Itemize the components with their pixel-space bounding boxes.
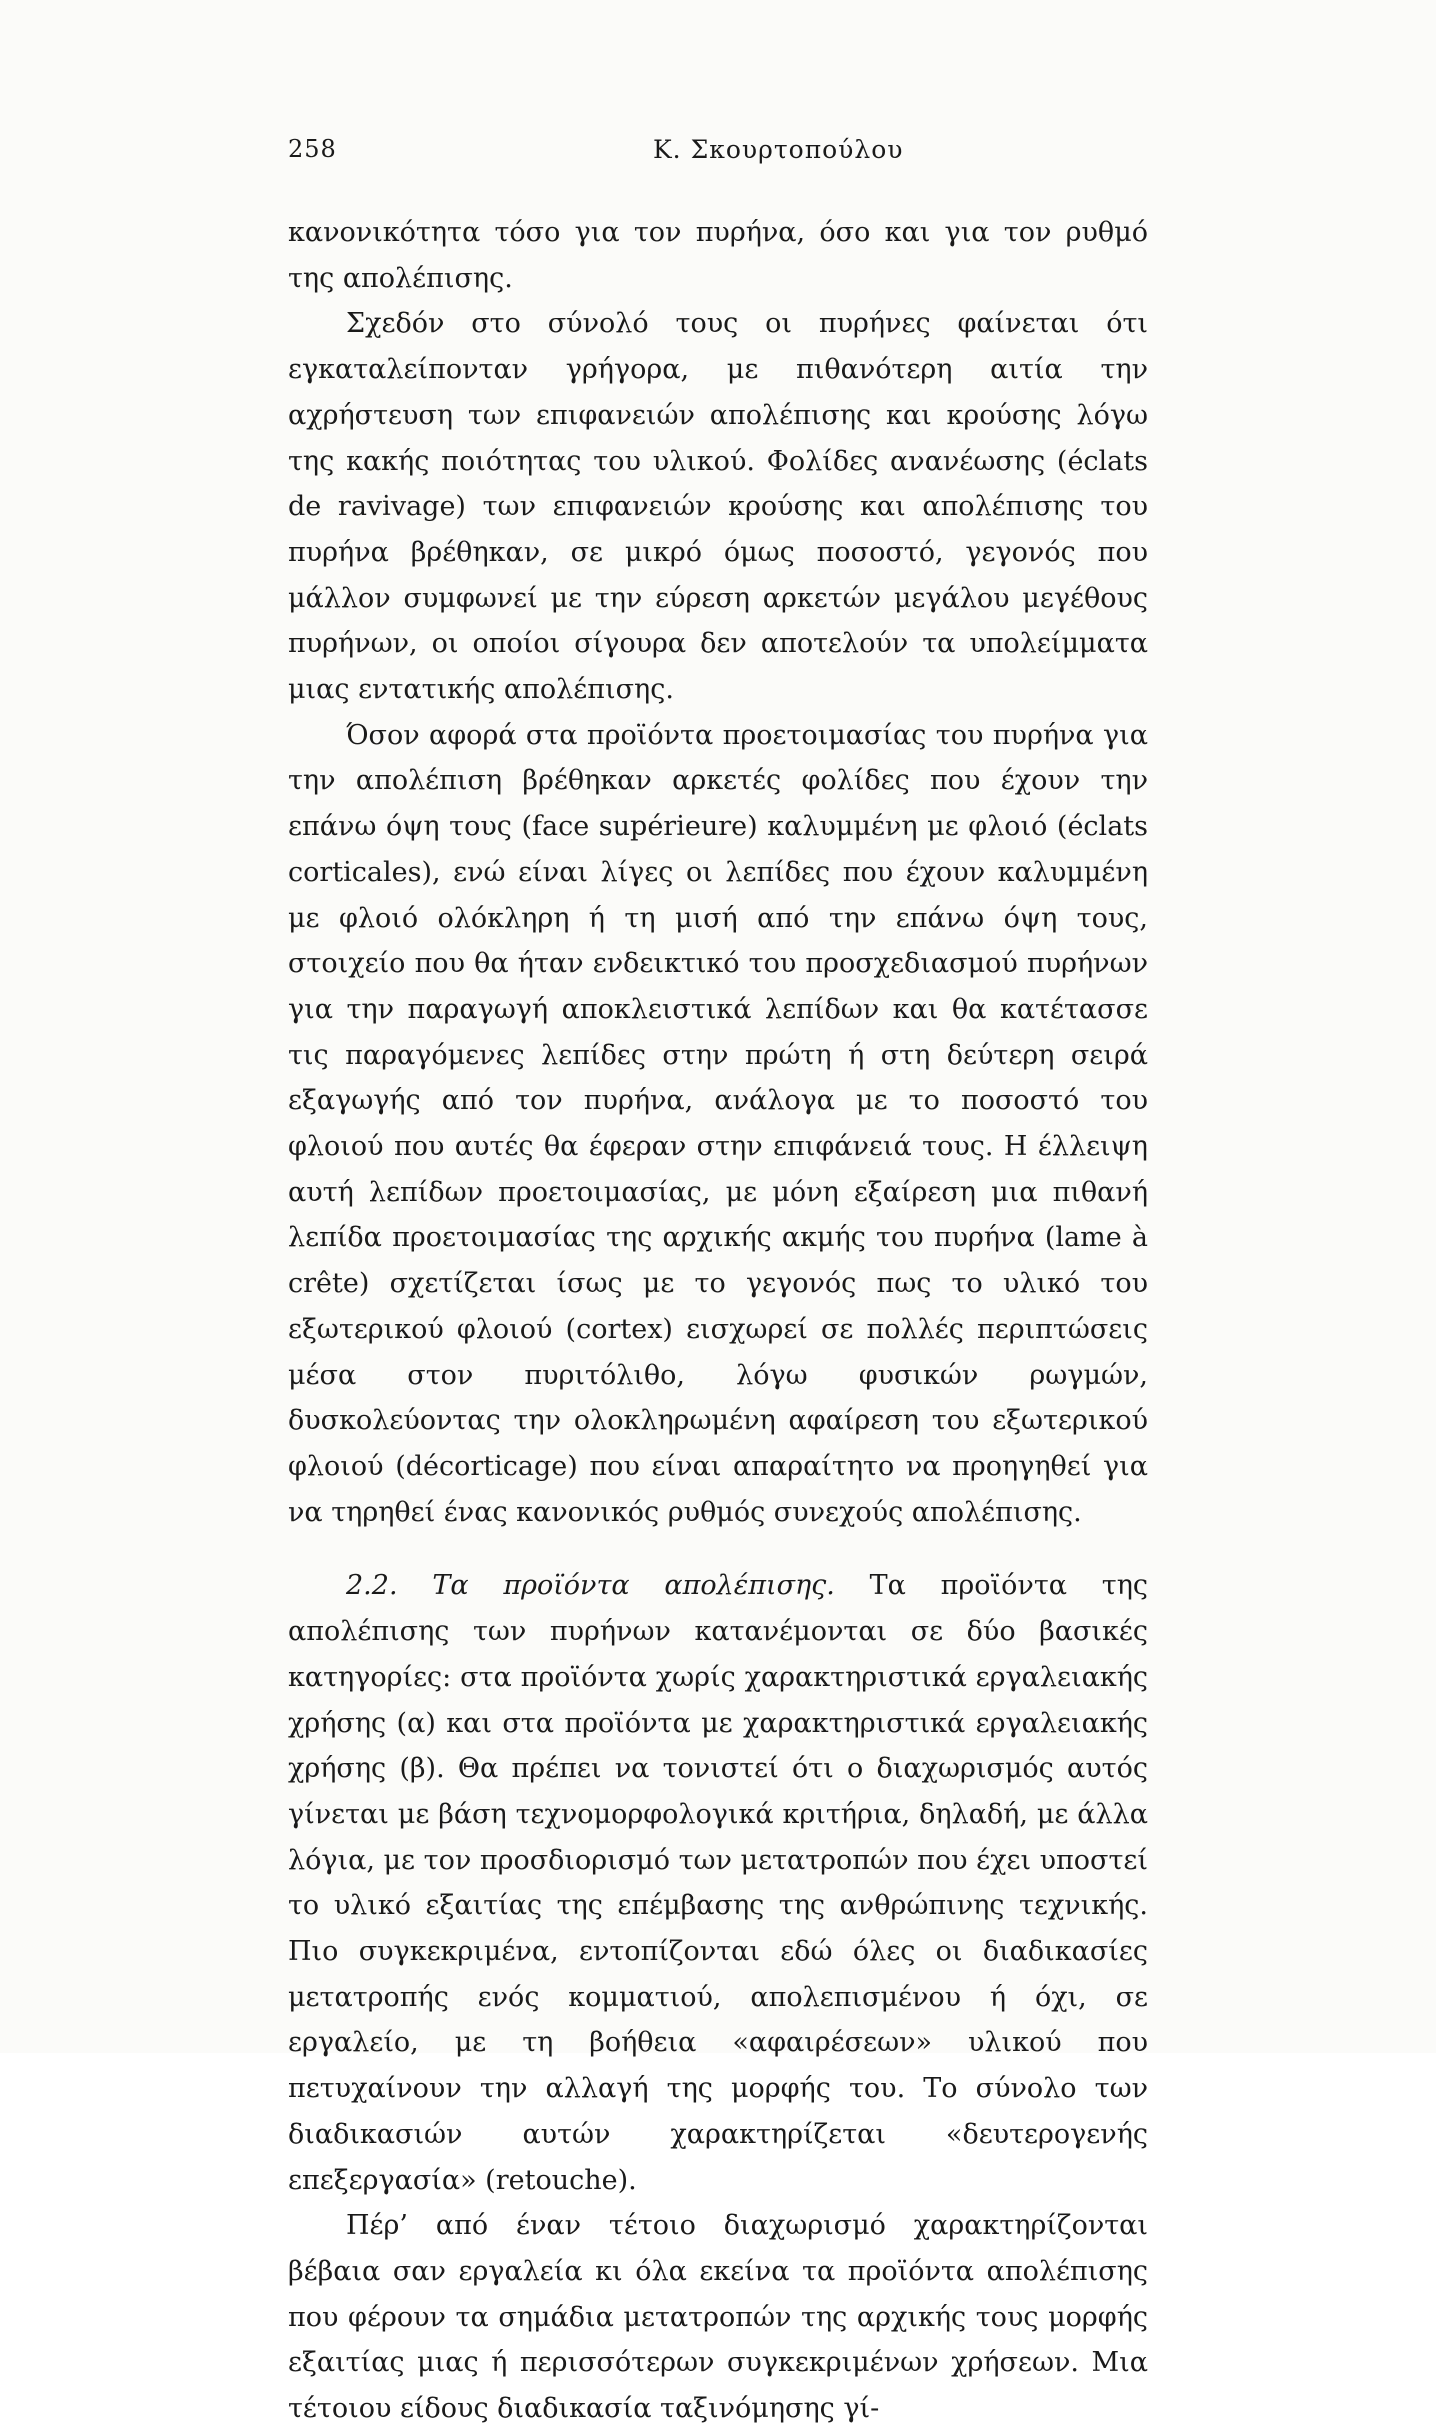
- paragraph-core-abandonment: Σχεδόν στο σύνολό τους οι πυρήνες φαίνεται ότι εγκαταλείπονταν γρήγορα, με πιθανότερη αιτία την αχρήστευση των επιφανειών απολέπισης και κρούσης λόγω της κακής ποιότητας του υλικού. Φολίδες ανανέωσης (éclats de ravivage) των επιφανειών κρούσης και απολέπισης του πυρήνα βρέθηκαν, σε μικρό όμως ποσοστό, γεγονός που μάλλον συμφωνεί με την εύρεση αρκετών μεγάλου μεγέθους πυρήνων, οι οποίοι σίγουρα δεν αποτελούν τα υπολείμματα μιας εντατικής απολέπισης.: [288, 308, 1148, 706]
- paragraph-tool-classification: Πέρ’ από έναν τέτοιο διαχωρισμό χαρακτηρίζονται βέβαια σαν εργαλεία κι όλα εκείνα τα προϊόντα απολέπισης που φέρουν τα σημάδια μετατροπών της αρχικής τους μορφής εξαιτίας μιας ή περισσότερων συγκεκριμένων χρήσεων. Μια τέτοιου είδους διαδικασία ταξινόμησης γί-: [288, 2210, 1148, 2425]
- section-2-2-text: Τα προϊόντα της απολέπισης των πυρήνων κατανέμονται σε δύο βασικές κατηγορίες: στα προϊόντα χωρίς χαρακτηριστικά εργαλειακής χρήσης (α) και στα προϊόντα με χαρακτηριστικά εργαλειακής χρήσης (β). Θα πρέπει να τονιστεί ότι ο διαχωρισμός αυτός γίνεται με βάση τεχνομορφολογικά κριτήρια, δηλαδή, με άλλα λόγια, με τον προσδιορισμό των μετατροπών που έχει υποστεί το υλικό εξαιτίας της επέμβασης της ανθρώπινης τεχνικής. Πιο συγκεκριμένα, εντοπίζονται εδώ όλες οι διαδικασίες μετατροπής ενός κομματιού, απολεπισμένου ή όχι, σε εργαλείο, με τη βοήθεια «αφαιρέσεων» υλικού που πετυχαίνουν την αλλαγή της μορφής του. Το σύνολο των διαδικασιών αυτών χαρακτηρίζεται «δευτερογενής επεξεργασία» (retouche).: [288, 1570, 1148, 2196]
- paragraph-continuation: κανονικότητα τόσο για τον πυρήνα, όσο και για τον ρυθμό της απολέπισης.: [288, 217, 1148, 294]
- running-head-author: Κ. Σκουρτοπούλου: [653, 135, 904, 164]
- paragraph-section-2-2: [288, 1563, 1148, 2203]
- paragraph-core-preparation: Όσον αφορά στα προϊόντα προετοιμασίας του πυρήνα για την απολέπιση βρέθηκαν αρκετές φολίδες που έχουν την επάνω όψη τους (face supérieure) καλυμμένη με φλοιό (éclats corticales), ενώ είναι λίγες οι λεπίδες που έχουν καλυμμένη με φλοιό ολόκληρη ή τη μισή από την επάνω όψη τους, στοιχείο που θα ήταν ενδεικτικό του προσχεδιασμού πυρήνων για την παραγωγή αποκλειστικά λεπίδων και θα κατέτασσε τις παραγόμενες λεπίδες στην πρώτη ή στη δεύτερη σειρά εξαγωγής από τον πυρήνα, ανάλογα με το ποσοστό του φλοιού που αυτές θα έφεραν στην επιφάνειά τους. Η έλλειψη αυτή λεπίδων προετοιμασίας, με μόνη εξαίρεση μια πιθανή λεπίδα προετοιμασίας της αρχικής ακμής του πυρήνα (lame à crête) σχετίζεται ίσως με το γεγονός πως το υλικό του εξωτερικού φλοιού (cortex) εισχωρεί σε πολλές περιπτώσεις μέσα στον πυριτόλιθο, λόγω φυσικών ρωγμών, δυσκολεύοντας την ολοκληρωμένη αφαίρεση του εξωτερικού φλοιού (décorticage) που είναι απαραίτητο να προηγηθεί για να τηρηθεί ένας κανονικός ρυθμός συνεχούς απολέπισης.: [288, 719, 1148, 1528]
- body-text: [288, 210, 1148, 2432]
- section-title: Τα προϊόντα απολέπισης.: [432, 1570, 835, 1602]
- page-number: 258: [288, 135, 337, 163]
- section-number: 2.2.: [346, 1570, 398, 1602]
- page-header: [288, 135, 1148, 175]
